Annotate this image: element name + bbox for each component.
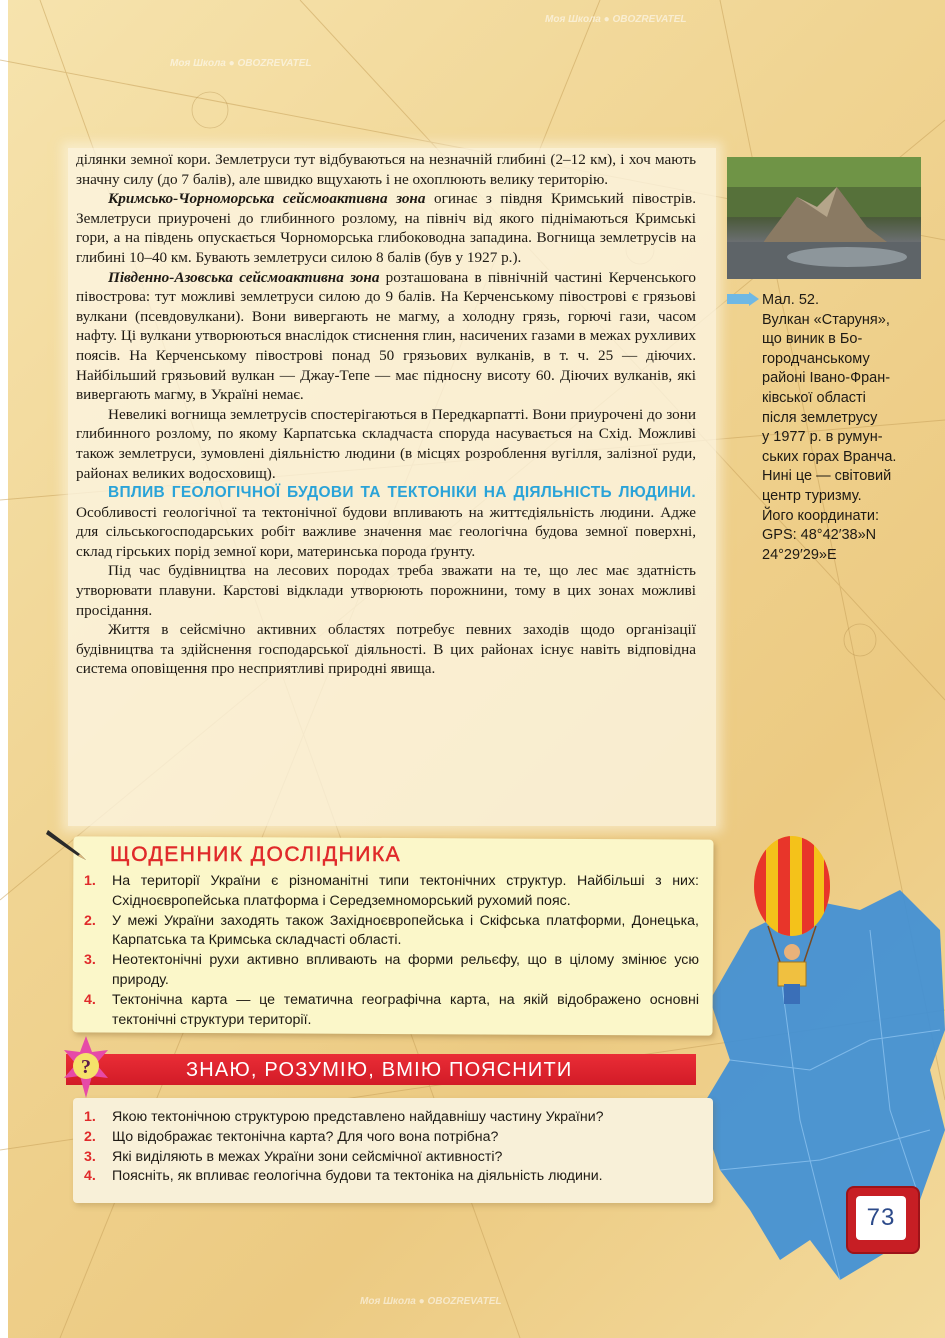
watermark-brand: OBOZREVATEL	[427, 1296, 502, 1307]
photo-caption	[762, 291, 922, 565]
caption-arrow-icon	[727, 292, 759, 306]
crimean-zone-text: огинає з півдня Кримський півострів. Землетруси приурочені до глибинного розлому, на північ від якого піднімаються Кримські гори, а на південь опускається Чорноморська глибоководна западина. Вогнища землетрусів на глибині 10–40 км. Бувають землетруси силою 8 балів (був у 1927 р.).	[76, 190, 696, 266]
watermark-brand: OBOZREVATEL	[612, 14, 687, 25]
crimean-zone-term: Кримсько-Чорноморська сейсмоактивна зона	[108, 190, 426, 208]
question-number: 3.	[84, 1148, 96, 1165]
caption-line: Мал. 52.	[762, 292, 819, 308]
question-item	[84, 1108, 704, 1128]
paragraph-loess: Під час будівництва на лесових породах треба зважати на те, що лес має здатність утворювати плавуни. Карстові відклади утворюють порожнини, тому в цих зонах можливі просідання.	[76, 562, 696, 619]
diary-item	[84, 872, 699, 912]
caption-line: ківської області	[762, 389, 866, 406]
watermark-school: Моя Школа	[170, 58, 226, 69]
question-item	[84, 1128, 704, 1148]
hot-air-balloon-illustration	[748, 834, 836, 1014]
caption-line: Нині це — світовий	[762, 468, 892, 485]
watermark-school: Моя Школа	[360, 1296, 416, 1307]
caption-line: що виник в Бо-	[762, 331, 863, 348]
caption-line: Вулкан «Старуня»,	[762, 311, 890, 328]
diary-item-text: Неотектонічні рухи активно впливають на форми рельєфу, що в цілому змінює усю природу.	[112, 952, 699, 988]
paragraph-azov-zone	[76, 268, 696, 405]
watermark-school: Моя Школа	[545, 14, 601, 25]
diary-item-text: На території України є різноманітні типи тектонічних структур. Найбільші з них: Східноєвропейська платформа і Середземноморський рухомий пояс.	[112, 873, 699, 909]
azov-zone-text: розташована в північній частині Керченського півострова: тут можливі землетруси силою до 9 балів. На Керченському півострові є грязьові вулкани (псевдовулкани). Вони вивергають не магму, а холодну грязь, горючі гази, часом нафту. Ці вулкани утворюються внаслідок стиснення глин, насичених газами в межах рухливих поясів. На Керченському півострові понад 50 грязьових вулканів, в т. ч. 25 — діючих. Найбільший грязьовий вулкан — Джау-Тепе — має підносну висоту 60. Діючих вулканів, які вивергають магму, в Україні немає.	[76, 268, 696, 404]
caption-line: центр туризму.	[762, 487, 862, 504]
paragraph-carpathian: Невеликі вогнища землетрусів спостерігаються в Передкарпатті. Вони приурочені до зони глибинного розлому, по якому Карпатська складчаста споруда насувається на Схід. Можливі також землетруси, зумовлені діяльністю людини (в місцях розроблення вугілля, залізної руди, районах великих водосховищ).	[76, 405, 696, 482]
questions-list	[84, 1108, 704, 1187]
question-text: Які виділяють в межах України зони сейсмічної активності?	[112, 1148, 503, 1165]
diary-item	[84, 912, 699, 952]
paragraph-1: ділянки земної кори. Землетруси тут відбуваються на незначній глибині (2–12 км), і хоч мають значну силу (до 7 балів), але швидко вщухають і не охоплюють велику територію.	[76, 151, 696, 188]
question-number: 4.	[84, 1168, 96, 1185]
questions-title: ЗНАЮ, РОЗУМІЮ, ВМІЮ ПОЯСНИТИ	[186, 1059, 573, 1081]
diary-item-number: 2.	[84, 912, 96, 929]
diary-item	[84, 991, 699, 1031]
caption-line: GPS: 48°42′38»N	[762, 527, 877, 544]
paragraph-seismic-life: Життя в сейсмічно активних областях потребує певних заходів щодо організації будівництва та здійснення господарської діяльності. В цих районах існує навіть відповідна система оповіщення про несприятливі природні явища.	[76, 621, 696, 678]
question-item	[84, 1167, 704, 1187]
diary-list	[84, 872, 699, 1030]
question-text: Якою тектонічною структурою представлено найдавнішу частину України?	[112, 1109, 604, 1125]
watermark: Моя Школа ● OBOZREVATEL	[170, 58, 312, 69]
caption-line: городчанському	[762, 350, 870, 367]
question-text: Що відображає тектонічна карта? Для чого вона потрібна?	[112, 1128, 499, 1145]
question-text: Поясніть, як впливає геологічна будови та тектоніка на діяльність людини.	[112, 1168, 603, 1185]
main-text-body	[76, 150, 696, 679]
diary-item-number: 3.	[84, 952, 96, 969]
volcano-photo	[727, 157, 921, 279]
watermark: Моя Школа ● OBOZREVATEL	[360, 1296, 502, 1307]
influence-text: Особливості геологічної та тектонічної будови впливають на життєдіяльність людини. Адже для сільськогосподарських робіт важливе значення має геологічна будова земної поверхні, склад гірських порід земної кори, материнська порода ґрунту.	[76, 503, 696, 560]
influence-section-header: ВПЛИВ ГЕОЛОГІЧНОЇ БУДОВИ ТА ТЕКТОНІКИ НА ДІЯЛЬНІСТЬ ЛЮДИНИ.	[108, 484, 696, 502]
paragraph-crimean-zone	[76, 189, 696, 267]
caption-line: районі Івано-Фран-	[762, 370, 891, 387]
diary-title: ЩОДЕННИК ДОСЛІДНИКА	[110, 843, 402, 866]
page-number: 73	[856, 1196, 906, 1240]
question-item	[84, 1148, 704, 1168]
paragraph-influence	[76, 483, 696, 561]
caption-line: 24°29′29»E	[762, 546, 837, 563]
diary-item-text: У межі України заходять також Західноєвропейська і Скіфська платформи, Донецька, Карпатська та Кримська складчасті області.	[112, 912, 699, 949]
watermark-brand: OBOZREVATEL	[237, 58, 312, 69]
diary-item-number: 4.	[84, 991, 96, 1008]
question-number: 2.	[84, 1128, 96, 1145]
question-mark-icon	[62, 1036, 110, 1098]
azov-zone-term: Південно-Азовська сейсмоактивна зона	[108, 268, 380, 286]
caption-line: у 1977 р. в румун-	[762, 429, 883, 446]
diary-item	[84, 951, 699, 991]
caption-line: Його координати:	[762, 507, 879, 524]
watermark: Моя Школа ● OBOZREVATEL	[545, 14, 687, 25]
question-number: 1.	[84, 1109, 96, 1125]
pencil-icon	[44, 826, 90, 862]
diary-item-number: 1.	[84, 873, 96, 889]
diary-item-text: Тектонічна карта — це тематична географічна карта, на якій відображено основні тектонічні структури території.	[112, 991, 699, 1028]
volcano-photo-image	[727, 157, 921, 279]
svg-text:?: ?	[81, 1056, 91, 1078]
caption-line: ських горах Вранча.	[762, 448, 897, 465]
caption-line: після землетрусу	[762, 409, 878, 426]
